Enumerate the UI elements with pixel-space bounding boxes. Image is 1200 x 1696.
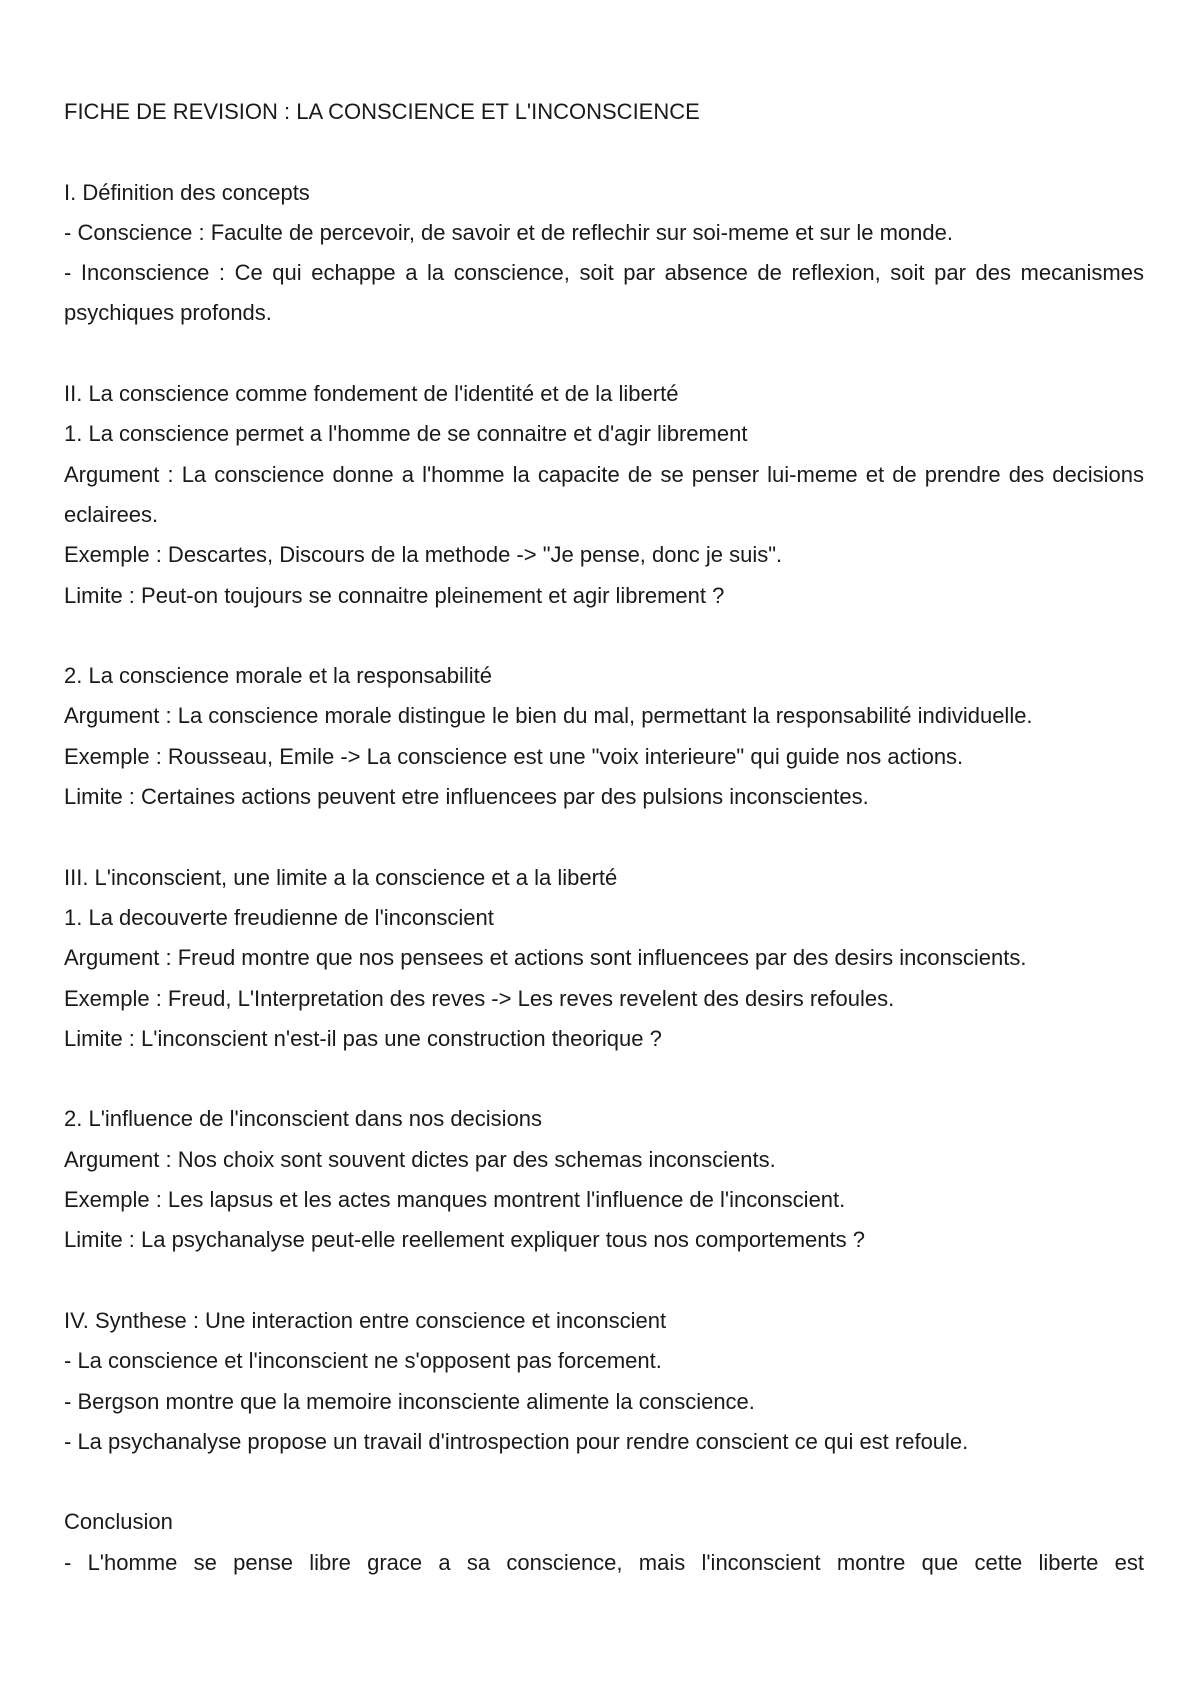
section-2-part-2-argument: Argument : La conscience morale distingue le bien du mal, permettant la responsabilité individuelle. [64, 703, 1033, 729]
definition-inconscience: - Inconscience : Ce qui echappe a la conscience, soit par absence de reflexion, soit par des mecanismes psychiques profonds. [64, 260, 1144, 326]
conclusion-heading: Conclusion [64, 1509, 173, 1535]
section-2-part-1-argument: Argument : La conscience donne a l'homme la capacite de se penser lui-meme et de prendre des decisions eclairees. [64, 461, 1144, 527]
document-title: FICHE DE REVISION : LA CONSCIENCE ET L'INCONSCIENCE [64, 99, 700, 124]
spacer [64, 1462, 1144, 1502]
section-3-heading: III. L'inconscient, une limite a la conscience et a la liberté [64, 864, 618, 890]
section-3-part-1-argument: Argument : Freud montre que nos pensees et actions sont influencees par des desirs inconscients. [64, 945, 1027, 971]
spacer [64, 1059, 1144, 1099]
synthese-item: - Bergson montre que la memoire inconsciente alimente la conscience. [64, 1388, 755, 1414]
spacer [64, 616, 1144, 656]
spacer [64, 334, 1144, 374]
section-2-heading: II. La conscience comme fondement de l'identité et de la liberté [64, 381, 679, 407]
synthese-item: - La psychanalyse propose un travail d'introspection pour rendre conscient ce qui est refoule. [64, 1428, 969, 1454]
section-2-part-2-limite: Limite : Certaines actions peuvent etre influencees par des pulsions inconscientes. [64, 784, 869, 810]
section-3-part-2-argument: Argument : Nos choix sont souvent dictes par des schemas inconscients. [64, 1146, 776, 1172]
spacer [64, 817, 1144, 857]
section-3-part-1-limite: Limite : L'inconscient n'est-il pas une construction theorique ? [64, 1025, 662, 1051]
section-4-heading: IV. Synthese : Une interaction entre conscience et inconscient [64, 1307, 667, 1333]
section-3-part-1-exemple: Exemple : Freud, L'Interpretation des reves -> Les reves revelent des desirs refoules. [64, 985, 895, 1011]
spacer [64, 132, 1144, 172]
section-3-part-2-heading: 2. L'influence de l'inconscient dans nos decisions [64, 1106, 543, 1132]
section-3-part-2-limite: Limite : La psychanalyse peut-elle reellement expliquer tous nos comportements ? [64, 1227, 865, 1253]
section-2-part-2-heading: 2. La conscience morale et la responsabilité [64, 663, 493, 689]
section-2-part-1-heading: 1. La conscience permet a l'homme de se connaitre et d'agir librement [64, 421, 748, 447]
section-2-part-1-exemple: Exemple : Descartes, Discours de la methode -> "Je pense, donc je suis". [64, 542, 783, 568]
section-3-part-2-exemple: Exemple : Les lapsus et les actes manques montrent l'influence de l'inconscient. [64, 1187, 846, 1213]
synthese-item: - La conscience et l'inconscient ne s'opposent pas forcement. [64, 1348, 662, 1374]
conclusion-text: - L'homme se pense libre grace a sa conscience, mais l'inconscient montre que cette liberte est [64, 1549, 1144, 1575]
section-2-part-1-limite: Limite : Peut-on toujours se connaitre pleinement et agir librement ? [64, 582, 725, 608]
spacer [64, 1261, 1144, 1301]
definition-conscience: - Conscience : Faculte de percevoir, de savoir et de reflechir sur soi-meme et sur le monde. [64, 219, 953, 245]
section-2-part-2-exemple: Exemple : Rousseau, Emile -> La conscience est une "voix interieure" qui guide nos actions. [64, 743, 964, 769]
section-3-part-1-heading: 1. La decouverte freudienne de l'inconscient [64, 904, 494, 930]
section-1-heading: I. Définition des concepts [64, 179, 310, 205]
document-page [64, 92, 1144, 1583]
